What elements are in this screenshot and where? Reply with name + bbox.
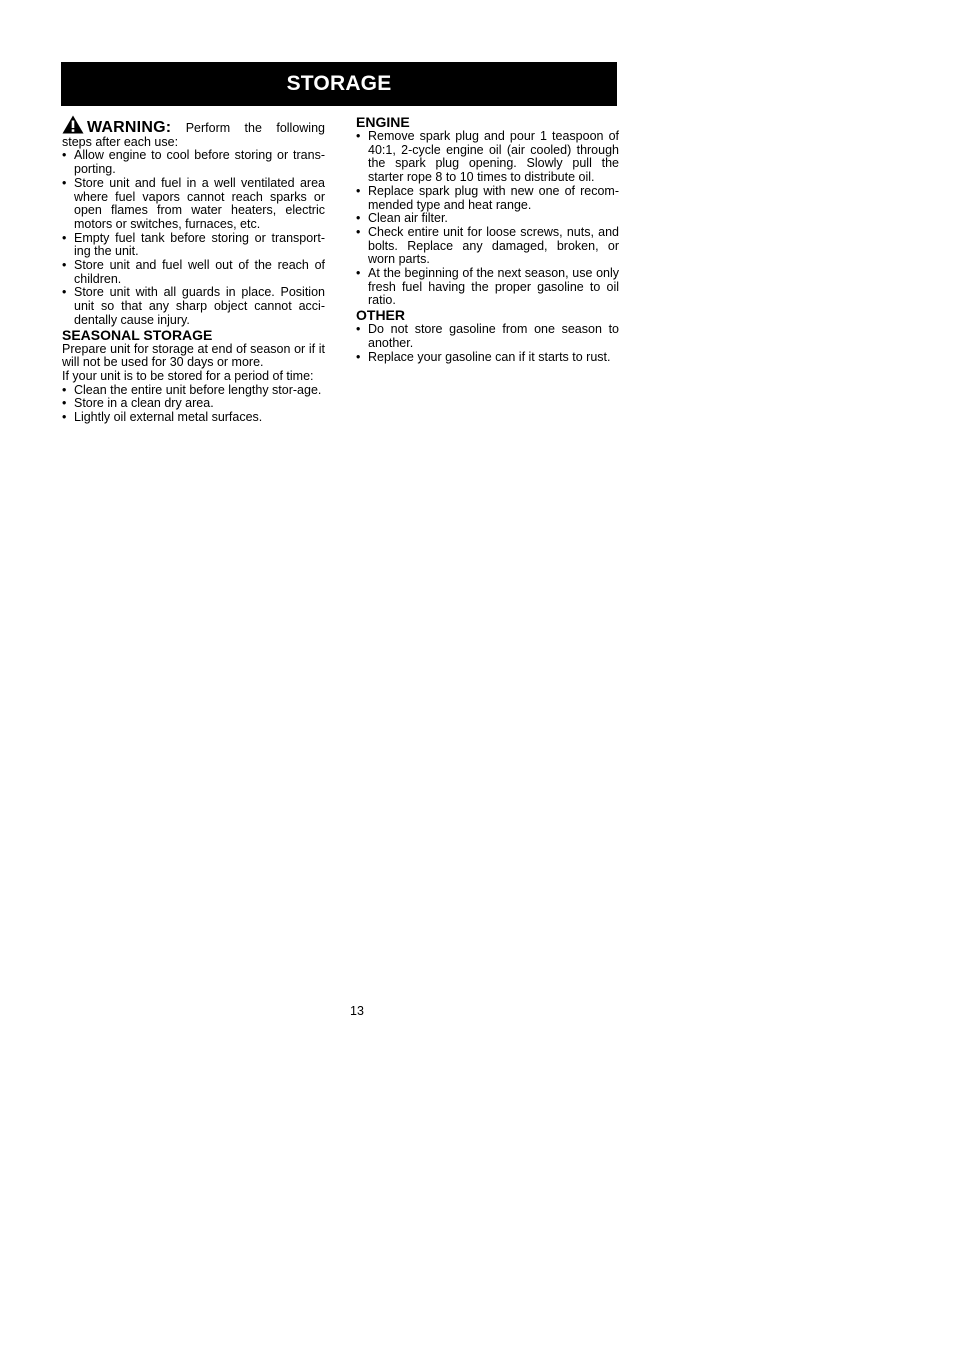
other-heading: OTHER <box>356 307 405 324</box>
warning-line <box>62 115 325 136</box>
list-item: • Replace spark plug with new one of recom-mended type and heat range. <box>356 185 619 212</box>
page-title: STORAGE <box>286 72 392 95</box>
list-item: • Store in a clean dry area. <box>62 397 325 411</box>
warning-triangle-icon <box>62 115 84 134</box>
list-item: • Empty fuel tank before storing or transport-ing the unit. <box>62 232 325 259</box>
list-item: • Lightly oil external metal surfaces. <box>62 411 325 425</box>
other-list <box>356 323 619 364</box>
list-item: • Store unit with all guards in place. Position unit so that any sharp object cannot acci-dentally cause injury. <box>62 286 325 327</box>
list-item: • At the beginning of the next season, use only fresh fuel having the proper gasoline to oil ratio. <box>356 267 619 308</box>
list-item: • Clean air filter. <box>356 212 619 226</box>
warning-list <box>62 149 325 327</box>
right-column <box>356 115 619 364</box>
engine-list <box>356 130 619 308</box>
warning-intro-part2: steps after each use: <box>62 134 179 149</box>
seasonal-paragraph-1: Prepare unit for storage at end of season or if it will not be used for 30 days or more. <box>62 341 325 370</box>
list-item: • Store unit and fuel well out of the reach of children. <box>62 259 325 286</box>
list-item: • Allow engine to cool before storing or trans-porting. <box>62 149 325 176</box>
list-item: • Replace your gasoline can if it starts to rust. <box>356 351 619 365</box>
page-title-bar <box>61 62 617 106</box>
list-item: • Check entire unit for loose screws, nuts, and bolts. Replace any damaged, broken, or worn parts. <box>356 226 619 267</box>
list-item: • Do not store gasoline from one season to another. <box>356 323 619 350</box>
page-number: 13 <box>350 1004 364 1018</box>
seasonal-paragraph-2: If your unit is to be stored for a period of time: <box>62 368 314 383</box>
list-item: • Remove spark plug and pour 1 teaspoon of 40:1, 2-cycle engine oil (air cooled) through the spark plug opening. Slowly pull the starter rope 8 to 10 times to distribute oil. <box>356 130 619 185</box>
seasonal-storage-heading: SEASONAL STORAGE <box>62 326 213 343</box>
warning-label: WARNING: <box>87 119 172 136</box>
list-item: • Store unit and fuel in a well ventilated area where fuel vapors cannot reach sparks or open flames from water heaters, electric motors or switches, furnaces, etc. <box>62 177 325 232</box>
warning-intro-part1: Perform the following <box>185 121 325 135</box>
list-item: • Clean the entire unit before lengthy stor-age. <box>62 384 325 398</box>
left-column <box>62 115 325 425</box>
seasonal-list <box>62 384 325 425</box>
engine-heading: ENGINE <box>356 114 410 130</box>
